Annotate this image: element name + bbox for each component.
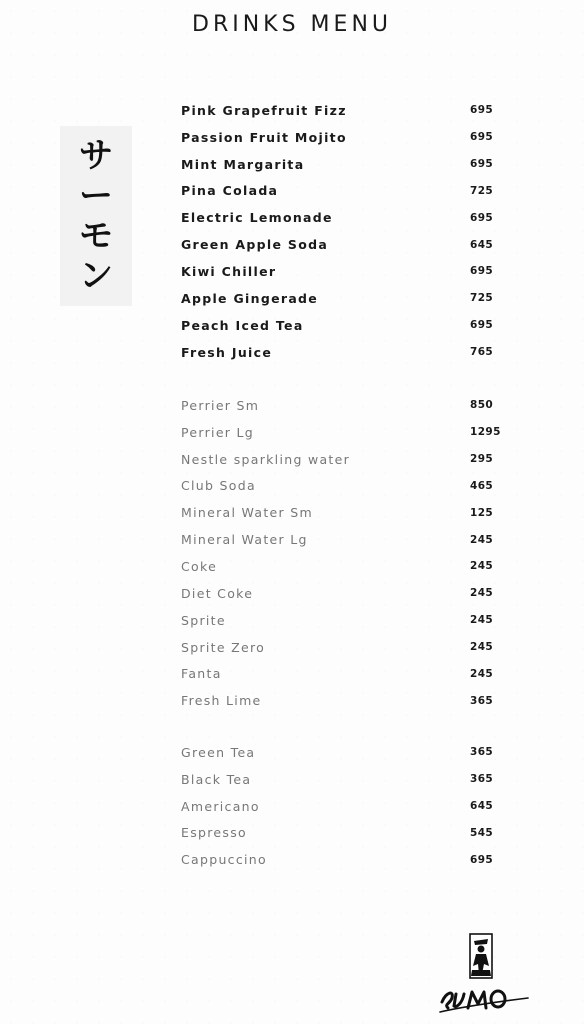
item-price: 1295 xyxy=(470,426,501,439)
menu-item xyxy=(181,124,521,151)
menu-item xyxy=(181,446,521,473)
menu-item xyxy=(181,607,521,634)
item-price: 245 xyxy=(470,614,494,627)
item-name: Nestle sparkling water xyxy=(181,451,351,467)
menu-item xyxy=(181,178,521,205)
item-name: Perrier Lg xyxy=(181,424,255,440)
item-name: Sprite xyxy=(181,612,226,628)
item-name: Cappuccino xyxy=(181,852,267,868)
item-price: 545 xyxy=(470,826,494,839)
menu-item xyxy=(181,419,521,446)
samurai-logo-icon xyxy=(436,932,536,1016)
item-name: Sprite Zero xyxy=(181,639,266,655)
menu-item xyxy=(181,634,521,661)
menu-item xyxy=(181,312,521,339)
item-name: Green Apple Soda xyxy=(181,237,329,253)
menu-item xyxy=(181,97,521,124)
item-price: 645 xyxy=(470,238,494,251)
menu-item xyxy=(181,739,521,766)
menu-item xyxy=(181,339,521,366)
menu-item xyxy=(181,204,521,231)
japanese-label xyxy=(60,136,132,296)
menu-item xyxy=(181,820,521,847)
item-price: 725 xyxy=(470,184,494,197)
item-price: 245 xyxy=(470,560,494,573)
item-name: Perrier Sm xyxy=(181,397,260,413)
menu-item xyxy=(181,687,521,714)
item-price: 695 xyxy=(470,319,494,332)
item-name: Americano xyxy=(181,798,260,814)
japanese-char: ー xyxy=(79,176,113,216)
item-price: 695 xyxy=(470,265,494,278)
item-price: 245 xyxy=(470,667,494,680)
item-price: 245 xyxy=(470,641,494,654)
menu-item xyxy=(181,846,521,873)
item-name: Apple Gingerade xyxy=(181,290,319,306)
menu-section-hot-drinks xyxy=(181,739,521,873)
item-name: Pink Grapefruit Fizz xyxy=(181,102,347,118)
item-name: Espresso xyxy=(181,825,247,841)
item-name: Fanta xyxy=(181,666,222,682)
item-name: Fresh Lime xyxy=(181,693,262,709)
item-name: Electric Lemonade xyxy=(181,210,333,226)
item-price: 695 xyxy=(470,158,494,171)
japanese-char: サ xyxy=(79,136,113,176)
menu-item xyxy=(181,392,521,419)
item-price: 765 xyxy=(470,346,494,359)
item-name: Peach Iced Tea xyxy=(181,317,304,333)
item-price: 125 xyxy=(470,506,494,519)
item-price: 695 xyxy=(470,104,494,117)
menu-item xyxy=(181,766,521,793)
menu-section-signature xyxy=(181,97,521,365)
item-name: Club Soda xyxy=(181,478,256,494)
item-name: Diet Coke xyxy=(181,585,254,601)
menu-item xyxy=(181,258,521,285)
menu-item xyxy=(181,580,521,607)
item-price: 365 xyxy=(470,746,494,759)
item-price: 695 xyxy=(470,131,494,144)
menu-item xyxy=(181,151,521,178)
menu-item xyxy=(181,231,521,258)
menu-item xyxy=(181,285,521,312)
page-title: DRINKS MENU xyxy=(192,12,392,37)
japanese-char: モ xyxy=(79,216,113,256)
menu-item xyxy=(181,499,521,526)
menu-item xyxy=(181,553,521,580)
item-name: Coke xyxy=(181,558,218,574)
item-name: Fresh Juice xyxy=(181,344,273,360)
item-name: Kiwi Chiller xyxy=(181,263,277,279)
item-price: 465 xyxy=(470,479,494,492)
menu-item xyxy=(181,473,521,500)
item-price: 365 xyxy=(470,694,494,707)
item-price: 695 xyxy=(470,211,494,224)
item-name: Passion Fruit Mojito xyxy=(181,129,347,145)
item-price: 850 xyxy=(470,399,494,412)
item-price: 245 xyxy=(470,533,494,546)
menu-item xyxy=(181,660,521,687)
item-name: Pina Colada xyxy=(181,183,279,199)
item-name: Green Tea xyxy=(181,744,256,760)
item-name: Mint Margarita xyxy=(181,156,305,172)
item-price: 725 xyxy=(470,292,494,305)
menu-item xyxy=(181,526,521,553)
menu-section-soft-drinks xyxy=(181,392,521,714)
item-name: Black Tea xyxy=(181,771,252,787)
item-price: 245 xyxy=(470,587,494,600)
menu-item xyxy=(181,793,521,820)
item-name: Mineral Water Sm xyxy=(181,505,313,521)
item-price: 295 xyxy=(470,453,494,466)
item-price: 365 xyxy=(470,773,494,786)
item-name: Mineral Water Lg xyxy=(181,532,308,548)
item-price: 645 xyxy=(470,800,494,813)
item-price: 695 xyxy=(470,853,494,866)
japanese-char: ン xyxy=(79,256,113,296)
